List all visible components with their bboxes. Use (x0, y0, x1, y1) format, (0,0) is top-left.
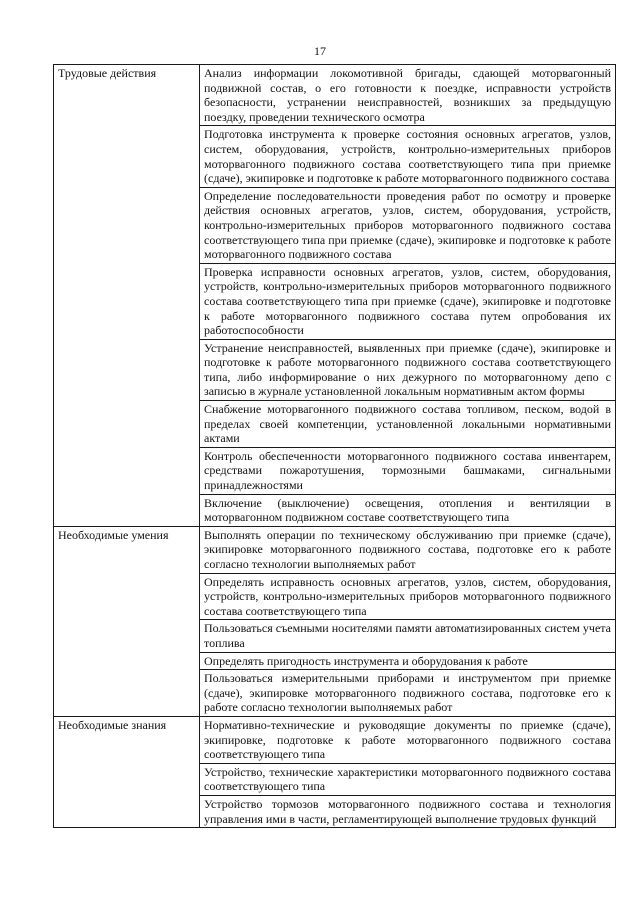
list-item: Контроль обеспеченности моторвагонного подвижного состава инвентарем, средствами пожаротушения, тормозными башмаками, сигнальными принадлежностями (200, 447, 616, 494)
section-label-required-knowledge: Необходимые знания (54, 716, 200, 827)
list-item: Нормативно-технические и руководящие документы по приемке (сдаче), экипировке, подготовке к работе моторвагонного подвижного состава соответствующего типа (200, 716, 616, 763)
list-item: Устройство тормозов моторвагонного подвижного состава и технология управления ими в части, регламентирующей выполнение трудовых функций (200, 795, 616, 827)
section-label-labor-actions: Трудовые действия (54, 65, 200, 527)
list-item: Устранение неисправностей, выявленных при приемке (сдаче), экипировке и подготовке к работе моторвагонного подвижного состава соответствующего типа, либо информирование о них дежурного по моторвагонному депо с записью в журнале установленной локальным нормативным актом формы (200, 339, 616, 400)
list-item: Включение (выключение) освещения, отопления и вентиляции в моторвагонном подвижном составе соответствующего типа (200, 494, 616, 526)
list-item: Подготовка инструмента к проверке состояния основных агрегатов, узлов, систем, оборудования, устройств, контрольно-измерительных приборов моторвагонного подвижного состава соответствующего типа при приемке (сдаче), экипировке и подготовке к работе моторвагонного подвижного состава (200, 126, 616, 187)
table-row (54, 716, 616, 763)
list-item: Пользоваться измерительными приборами и инструментом при приемке (сдаче), экипировке моторвагонного подвижного состава, подготовке его к работе согласно технологии выполняемых работ (200, 670, 616, 717)
table-row (54, 65, 616, 126)
page-number: 17 (314, 44, 326, 58)
list-item: Выполнять операции по техническому обслуживанию при приемке (сдаче), экипировке моторвагонного подвижного состава, подготовке его к работе согласно технологии выполняемых работ (200, 526, 616, 573)
competency-table (53, 64, 616, 828)
list-item: Пользоваться съемными носителями памяти автоматизированных систем учета топлива (200, 620, 616, 652)
list-item: Анализ информации локомотивной бригады, сдающей моторвагонный подвижной состав, о его готовности к поездке, исправности устройств безопасности, устранении неисправностей, возникших за предыдущую поездку, проведении технического осмотра (200, 65, 616, 126)
list-item: Проверка исправности основных агрегатов, узлов, систем, оборудования, устройств, контрольно-измерительных приборов моторвагонного подвижного состава соответствующего типа при приемке (сдаче), экипировке и подготовке к работе моторвагонного подвижного состава путем опробования их работоспособности (200, 263, 616, 339)
section-label-required-skills: Необходимые умения (54, 526, 200, 716)
list-item: Определение последовательности проведения работ по осмотру и проверке действия основных агрегатов, узлов, систем, оборудования, устройств, контрольно-измерительных приборов моторвагонного подвижного состава соответствующего типа при приемке (сдаче), экипировке и подготовке к работе моторвагонного подвижного состава (200, 187, 616, 263)
table-row (54, 526, 616, 573)
list-item: Снабжение моторвагонного подвижного состава топливом, песком, водой в пределах своей компетенции, установленной локальными нормативными актами (200, 401, 616, 448)
list-item: Устройство, технические характеристики моторвагонного подвижного состава соответствующего типа (200, 763, 616, 795)
list-item: Определять пригодность инструмента и оборудования к работе (200, 652, 616, 670)
list-item: Определять исправность основных агрегатов, узлов, систем, оборудования, устройств, контрольно-измерительных приборов моторвагонного подвижного состава соответствующего типа (200, 573, 616, 620)
